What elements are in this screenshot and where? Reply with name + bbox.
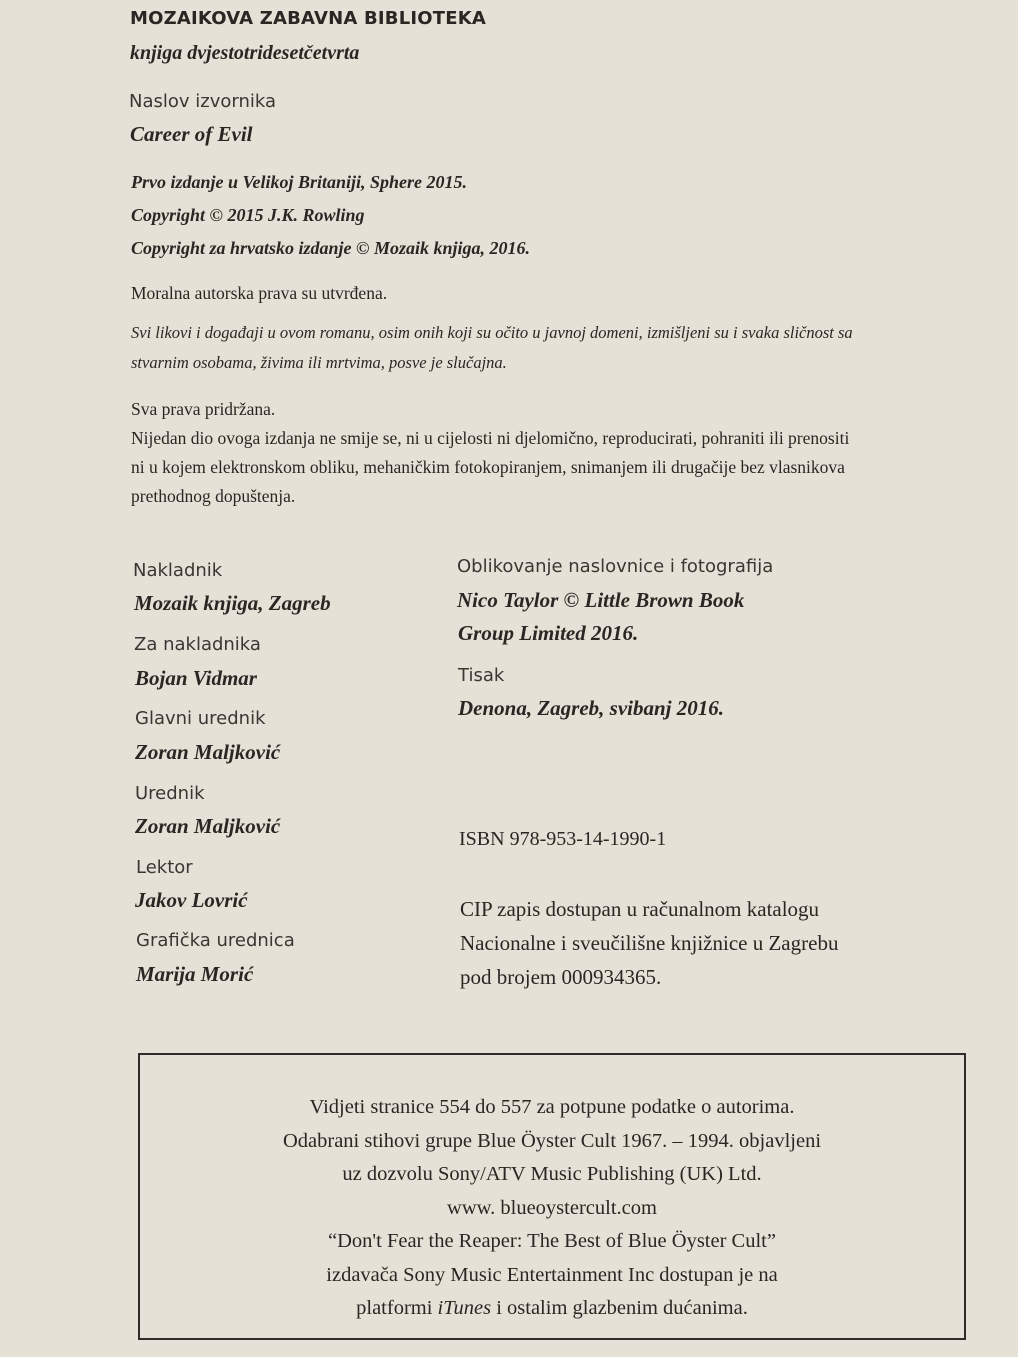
credit-value-cover-design: Nico Taylor © Little Brown Book	[457, 588, 745, 612]
notice-text-span: i ostalim glazbenim dućanima.	[491, 1297, 748, 1319]
notice-text	[140, 1091, 964, 1326]
credit-label-graphic-editor: Grafička urednica	[136, 930, 295, 951]
credit-value-print: Denona, Zagreb, svibanj 2016.	[458, 696, 725, 720]
credit-value-editor-in-chief: Zoran Maljković	[135, 740, 281, 764]
rights-reserved-block	[131, 395, 971, 511]
notice-line: uz dozvolu Sony/ATV Music Publishing (UK) Ltd.	[342, 1163, 762, 1185]
credit-value-for-publisher: Bojan Vidmar	[135, 666, 257, 690]
series-title: MOZAIKOVA ZABAVNA BIBLIOTEKA	[130, 8, 487, 29]
cip-line: pod brojem 000934365.	[460, 965, 662, 989]
first-edition-line: Prvo izdanje u Velikoj Britaniji, Sphere 2015.	[131, 172, 468, 192]
credit-value-graphic-editor: Marija Morić	[136, 962, 254, 986]
moral-rights-line: Moralna autorska prava su utvrđena.	[131, 283, 388, 303]
fiction-disclaimer-line: Svi likovi i događaji u ovom romanu, osim onih koji su očito u javnoj domeni, izmišljeni su i svaka sličnost sa	[131, 323, 853, 342]
credit-label-proofreader: Lektor	[136, 857, 193, 878]
author-copyright-line: Copyright © 2015 J.K. Rowling	[131, 205, 365, 225]
itunes-name: iTunes	[437, 1297, 492, 1319]
notice-website: www. blueoystercult.com	[447, 1196, 657, 1219]
cip-record	[460, 892, 838, 994]
notice-box	[138, 1053, 966, 1340]
reproduction-line: Nijedan dio ovoga izdanja ne smije se, ni u cijelosti ni djelomično, reproducirati, pohraniti ili prenositi	[131, 428, 850, 448]
isbn: ISBN 978-953-14-1990-1	[459, 828, 667, 850]
fiction-disclaimer	[131, 318, 971, 378]
reproduction-line: prethodnog dopuštenja.	[131, 486, 296, 506]
credit-label-cover-design: Oblikovanje naslovnice i fotografija	[457, 556, 774, 577]
notice-line: izdavača Sony Music Entertainment Inc dostupan je na	[326, 1263, 778, 1286]
credit-value-proofreader: Jakov Lovrić	[135, 888, 248, 912]
all-rights-reserved: Sva prava pridržana.	[131, 399, 276, 419]
credit-label-for-publisher: Za nakladnika	[134, 634, 261, 655]
cip-line: Nacionalne i sveučilišne knjižnice u Zagrebu	[460, 931, 839, 955]
original-title-label: Naslov izvornika	[129, 91, 277, 112]
notice-line	[140, 1292, 964, 1326]
cip-line: CIP zapis dostupan u računalnom katalogu	[460, 897, 820, 921]
credit-label-publisher: Nakladnik	[133, 560, 223, 581]
notice-text-span: platformi	[356, 1297, 438, 1319]
reproduction-line: ni u kojem elektronskom obliku, mehaničkim fotokopiranjem, snimanjem ili drugačije bez vlasnikova	[131, 457, 845, 477]
credit-value-editor: Zoran Maljković	[135, 814, 281, 838]
croatian-copyright-line: Copyright za hrvatsko izdanje © Mozaik knjiga, 2016.	[131, 238, 531, 258]
credit-label-print: Tisak	[458, 665, 505, 686]
credit-label-editor-in-chief: Glavni urednik	[135, 708, 266, 729]
original-title-value: Career of Evil	[130, 122, 253, 146]
credit-value-cover-design: Group Limited 2016.	[458, 621, 639, 645]
credit-label-editor: Urednik	[135, 783, 205, 804]
fiction-disclaimer-line: stvarnim osobama, živima ili mrtvima, posve je slučajna.	[131, 353, 507, 372]
notice-line: Vidjeti stranice 554 do 557 za potpune podatke o autorima.	[309, 1096, 795, 1118]
credit-value-publisher: Mozaik knjiga, Zagreb	[134, 591, 331, 615]
notice-line: Odabrani stihovi grupe Blue Öyster Cult 1967. – 1994. objavljeni	[282, 1129, 822, 1152]
notice-line: “Don't Fear the Reaper: The Best of Blue Öyster Cult”	[328, 1230, 776, 1252]
series-number: knjiga dvjestotridesetčetvrta	[130, 42, 360, 64]
